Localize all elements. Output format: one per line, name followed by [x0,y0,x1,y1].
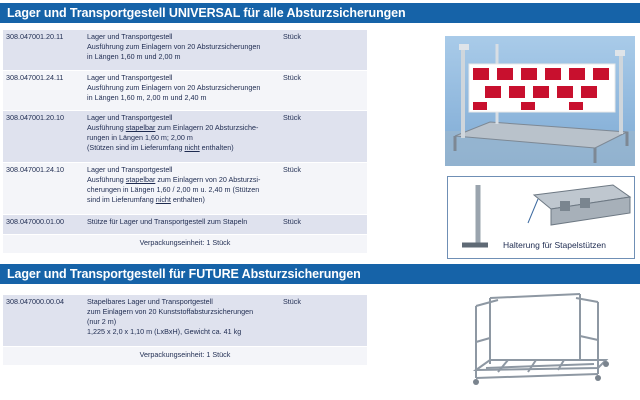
description-line [87,175,280,185]
section-title-highlight: UNIVERSAL [168,6,241,20]
description-line: Lager und Transportgestell [87,165,173,174]
packing-unit: Verpackungseinheit: 1 Stück [3,235,367,253]
description-text: Ausführung [87,123,126,132]
description-line: Lager und Transportgestell [87,113,173,122]
table-row [3,111,367,163]
description-text: zum Einlagern 20 Absturzsiche- [155,123,259,132]
description-line: Stapelbares Lager und Transportgestell [87,297,213,306]
rack-future-image [468,290,616,390]
description-text: sind im Lieferumfang [87,195,156,204]
section-title-prefix: Lager und Transportgestell für [7,267,189,281]
unit: Stück [283,165,301,174]
description-emphasis: nicht [155,195,171,204]
description-line: in Längen 1,60 m und 2,00 m [87,52,181,61]
table-row [3,163,367,215]
description-text: Ausführung [87,175,126,184]
table-row [3,215,367,235]
article-number: 308.047001.20.10 [6,113,64,122]
unit: Stück [283,113,301,122]
section-title-prefix: Lager und Transportgestell [7,6,169,20]
description-emphasis: stapelbar [125,123,156,132]
product-description [87,30,283,70]
table-row [3,71,367,111]
product-description [87,111,283,162]
article-number: 308.047000.00.04 [6,297,64,306]
stacking-holder-callout: Halterung für Stapelstützen [503,240,607,250]
section-header-future [0,264,640,284]
rack-future-photo [468,290,616,390]
rack-universal-photo [445,36,635,166]
product-description [87,163,283,214]
article-number: 308.047001.24.10 [6,165,64,174]
description-text: enthalten) [199,143,234,152]
unit: Stück [283,32,301,41]
unit: Stück [283,297,301,306]
section-title-highlight: FUTURE [188,267,239,281]
description-line: cherungen in Längen 1,60 / 2,00 m u. 2,40 m (Stützen [87,185,260,194]
article-number: 308.047001.24.11 [6,73,64,82]
description-text: (Stützen sind im Lieferumfang [87,143,185,152]
description-line: Ausführung zum Einlagern von 20 Absturzsicherungen [87,42,261,51]
description-line: in Längen 1,60 m, 2,00 m und 2,40 m [87,93,207,102]
description-emphasis: stapelbar [125,175,156,184]
product-table-universal [3,30,367,253]
description-line [87,123,280,133]
section-title-suffix: für alle Absturzsicherungen [240,6,406,20]
description-line: Lager und Transportgestell [87,73,173,82]
description-line: 1,225 x 2,0 x 1,10 m (LxBxH), Gewicht ca. 41 kg [87,327,242,336]
description-line: Lager und Transportgestell [87,32,173,41]
description-text: enthalten) [170,195,205,204]
section-title-suffix: Absturzsicherungen [238,267,361,281]
packing-unit: Verpackungseinheit: 1 Stück [3,347,367,365]
description-line: Ausführung zum Einlagern von 20 Absturzsicherungen [87,83,261,92]
product-table-future [3,295,367,365]
description-line [87,143,280,153]
unit: Stück [283,73,301,82]
barrier-panels [469,64,615,112]
rack-universal-image [445,36,635,166]
article-number: 308.047001.20.11 [6,32,64,41]
description-line [87,195,280,205]
table-row [3,30,367,71]
product-description [87,71,283,110]
description-line: rungen in Längen 1,60 m; 2,00 m [87,133,193,142]
article-number: 308.047000.01.00 [6,217,64,226]
section-header-universal [0,3,640,23]
description-line: zum Einlagern von 20 Kunststoffabsturzsicherungen [87,307,254,316]
description-line: (nur 2 m) [87,317,117,326]
description-text: zum Einlagern von 20 Absturzsi- [155,175,261,184]
table-row [3,295,367,347]
product-description [87,215,283,234]
description-emphasis: nicht [184,143,200,152]
unit: Stück [283,217,301,226]
description-line: Stütze für Lager und Transportgestell zum Stapeln [87,217,248,226]
product-description [87,295,283,346]
